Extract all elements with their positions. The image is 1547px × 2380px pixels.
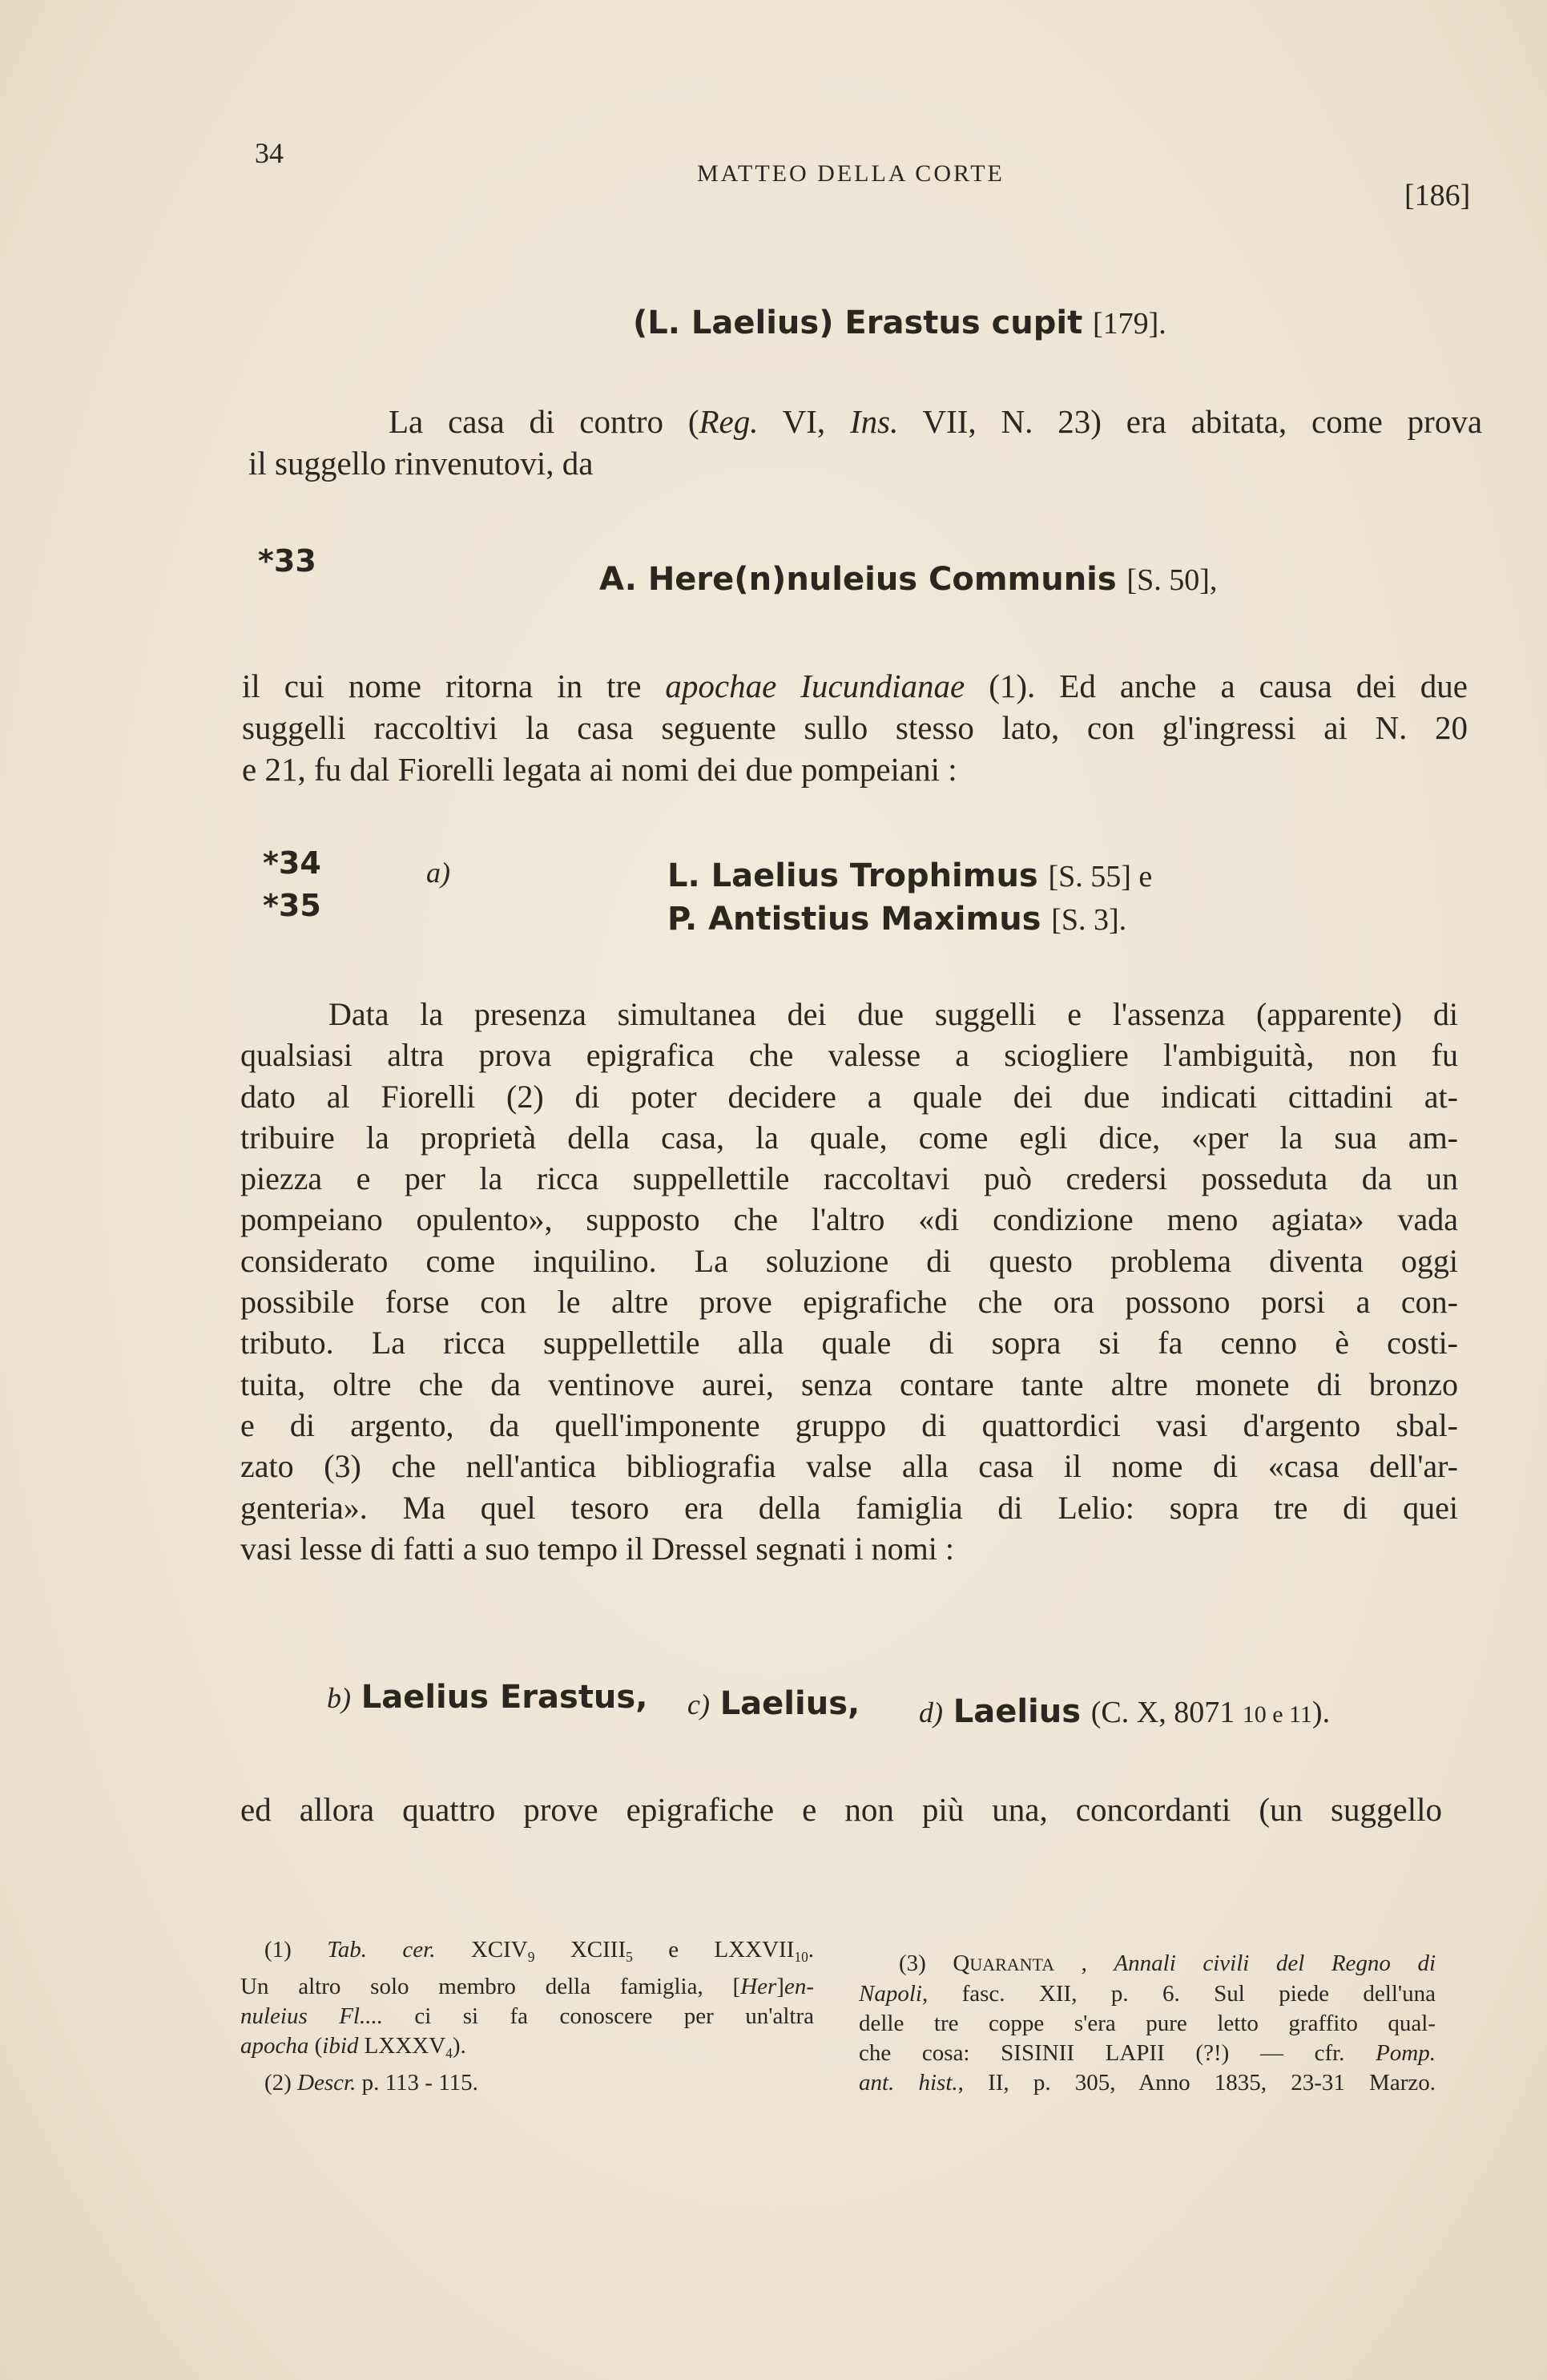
vessel-b [327,1679,647,1716]
footnote-3-line-3: delle tre coppe s'era pure letto graffito qual- [859,2011,1436,2036]
main-line-2: qualsiasi altra prova epigrafica che valesse a sciogliere l'ambiguità, non fu [240,1037,1458,1074]
entry-number-33: *33 [258,543,316,579]
footnote-3-label: (3) [899,1950,926,1976]
main-line-3: dato al Fiorelli (2) di poter decidere a quale dei due indicati cittadini at- [240,1078,1458,1115]
entry-number-35: *35 [263,888,321,923]
main-line-13: genteria». Ma quel tesoro era della famiglia di Lelio: sopra tre di quei [240,1489,1458,1526]
vessel-c-name: Laelius, [719,1685,860,1722]
entry-33-name: A. Here(n)nuleius Communis [599,561,1117,598]
footnote-2: (2) Descr. p. 113 - 115. [264,2070,478,2096]
main-line-6: pompeiano opulento», supposto che l'altro «di condizione meno agiata» vada [240,1201,1458,1238]
entry-34 [667,857,1152,894]
heading-ref: [179]. [1092,307,1166,341]
footnotes-left [240,1935,814,2098]
main-line-11: e di argento, da quell'imponente gruppo di quattordici vasi d'argento sbal- [240,1406,1458,1443]
main-line-12: zato (3) che nell'antica bibliografia valse alla casa il nome di «casa dell'ar- [240,1448,1458,1485]
entry-34-ref: [S. 55] e [1048,860,1153,894]
vessel-d-name: Laelius [953,1693,1082,1730]
section-heading [633,305,1166,341]
para2-line-1: il cui nome ritorna in tre apochae Iucundianae (1). Ed anche a causa dei due [242,668,1468,704]
footnote-1-line-2: Un altro solo membro della famiglia, [Her]en- [240,1974,814,1999]
vessel-c-letter: c) [687,1688,710,1720]
footnote-1-line-3: nuleius Fl.... ci si fa conoscere per un'altra [240,2003,814,2029]
closing-line: ed allora quattro prove epigrafiche e non più una, concordanti (un suggello [240,1791,1442,1828]
section-number: [186] [1404,179,1471,212]
vessel-d [919,1693,1330,1730]
heading-name: (L. Laelius) Erastus cupit [633,305,1083,341]
footnote-3-line-1: (3) QUARANTA , Annali civili del Regno di [899,1950,1436,1976]
vessel-d-ref: (C. X, 8071 10 e 11). [1090,1696,1331,1729]
footnote-1-line-4: apocha (ibid $LXXXV_4$). [240,2033,466,2061]
main-line-7: considerato come inquilino. La soluzione di questo problema diventa oggi [240,1242,1458,1279]
closing-paragraph [240,1789,1442,1830]
vessel-b-letter: b) [327,1682,351,1714]
main-line-8: possibile forse con le altre prove epigrafiche che ora possono porsi a con- [240,1284,1458,1321]
footnote-1-line-1: (1) Tab. cer. $XCIV_9$ $XCIII_5$ e $LXXVII_{10}$. [264,1937,815,1965]
entry-letter-a: a) [426,857,450,889]
para2-line-3: e 21, fu dal Fiorelli legata ai nomi dei due pompeiani : [242,751,957,788]
main-line-1: Data la presenza simultanea dei due suggelli e l'assenza (apparente) di [328,996,1458,1032]
footnote-2-label: (2) [264,2070,292,2096]
running-title: MATTEO DELLA CORTE [697,160,1005,187]
intro-line-1: La casa di contro (Reg. VI, Ins. VII, N. 23) era abitata, come prova [389,403,1483,440]
main-line-5: piezza e per la ricca suppellettile raccoltavi può credersi posseduta da un [240,1160,1458,1197]
main-line-14: vasi lesse di fatti a suo tempo il Dressel segnati i nomi : [240,1530,954,1567]
entry-33-ref: [S. 50], [1126,563,1218,597]
entry-35-ref: [S. 3]. [1051,903,1127,937]
entry-35-name: P. Antistius Maximus [667,901,1041,938]
footnotes-right [859,1949,1436,2098]
entry-34-name: L. Laelius Trophimus [667,857,1038,894]
entry-number-34: *34 [263,845,321,881]
para2-line-2: suggelli raccoltivi la casa seguente sullo stesso lato, con gl'ingressi ai N. 20 [242,709,1468,746]
vessel-b-name: Laelius Erastus, [361,1679,648,1716]
footnote-3-line-5: ant. hist., II, p. 305, Anno 1835, 23-31 Marzo. [859,2070,1436,2096]
main-line-4: tribuire la proprietà della casa, la quale, come egli dice, «per la sua am- [240,1119,1458,1156]
main-line-10: tuita, oltre che da ventinove aurei, senza contare tante altre monete di bronzo [240,1365,1458,1402]
intro-line-2: il suggello rinvenutovi, da [248,445,594,482]
main-line-9: tributo. La ricca suppellettile alla quale di sopra si fa cenno è costi- [240,1325,1458,1361]
page-number: 34 [255,137,284,169]
entry-33 [599,561,1217,598]
intro-paragraph [248,401,1482,484]
entry-35 [667,901,1126,938]
vessel-d-letter: d) [919,1696,943,1729]
paragraph-2 [242,665,1468,790]
vessel-c [687,1685,860,1722]
main-paragraph [240,994,1458,1569]
footnote-3-line-4: che cosa: SISINII LAPII (?!) — cfr. Pomp. [859,2040,1436,2066]
footnote-1-label: (1) [264,1937,292,1962]
footnote-3-line-2: Napoli, fasc. XII, p. 6. Sul piede dell'una [859,1981,1436,2007]
